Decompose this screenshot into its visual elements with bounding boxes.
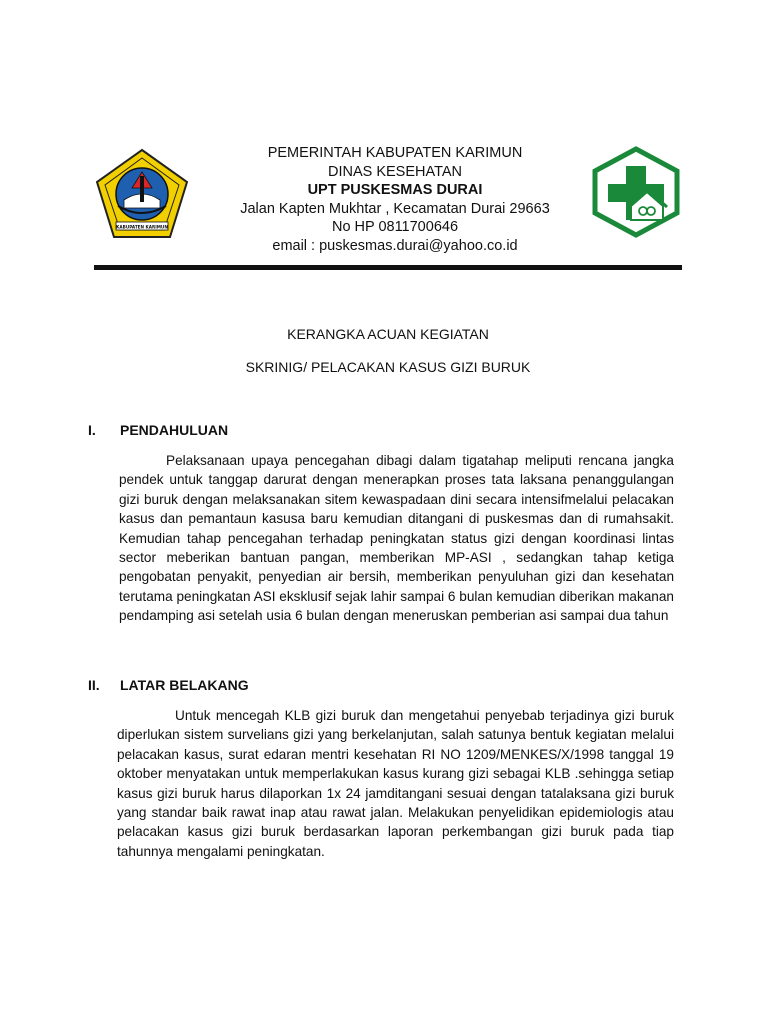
document-title: KERANGKA ACUAN KEGIATAN (287, 326, 489, 342)
section-title: LATAR BELAKANG (120, 677, 249, 693)
emblem-caption: KABUPATEN KARIMUN (116, 224, 168, 230)
section-title: PENDAHULUAN (120, 422, 229, 438)
puskesmas-logo (591, 146, 681, 238)
letterhead-divider (94, 265, 682, 270)
government-name: PEMERINTAH KABUPATEN KARIMUN (267, 145, 523, 161)
phone: No HP 0811700646 (331, 219, 459, 236)
karimun-regency-emblem (94, 148, 190, 240)
letterhead (200, 144, 590, 256)
agency-name: DINAS KESEHATAN (327, 163, 463, 180)
puskesmas-name: UPT PUSKESMAS DURAI (307, 182, 483, 199)
section-body-latar-belakang: Untuk mencegah KLB gizi buruk dan mengetahui penyebab terjadinya gizi buruk diperlukan sistem survelians gizi yang berkelanjutan, salah satunya bentuk kegiatan melalui pelacakan kasus, surat edaran mentri kesehatan RI NO 1209/MENKES/X/1998 tanggal 19 oktober menyatakan untuk memperlakukan kasus kurang gizi sebagai KLB .sehingga setiap kasus gizi buruk harus dilaporkan 1x 24 jamditangani sesuai dengan tatalaksana gizi buruk yang standar baik rawat inap atau rawat jalan. Melakukan penyelidikan epidemiologis atau pelacakan kasus gizi buruk berdasarkan laporan perkembangan gizi buruk pada tiap tahunnya mengalami peningkatan. (117, 708, 674, 859)
section-number: II. (88, 677, 100, 693)
email: email : puskesmas.durai@yahoo.co.id (272, 237, 518, 254)
section-body-pendahuluan: Pelaksanaan upaya pencegahan dibagi dalam tigatahap meliputi rencana jangka pendek untuk tanggap darurat dengan menerapkan proses tata laksana penanggulangan gizi buruk dengan melaksanakan sitem kewaspadaan dini secara intensifmelalui pelacakan kasus dan pemantaun kasusa baru kemudian ditangani di puskesmas dan di rumahsakit. Kemudian tahap pencegahan terhadap peningkatan status gizi dengan koordinasi lintas sector meberikan bantuan pangan, memberikan MP-ASI , sedangkan tahap ketiga pengobatan penyakit, penyedian air bersih, memberikan penyuluhan gizi dan kesehatan terutama peningkatan ASI eksklusif sejak lahir sampai 6 bulan kemudian diberikan makanan pendamping asi setelah usia 6 bulan dengan meneruskan pemberian asi sampai dua tahun (119, 453, 674, 624)
document-subtitle: SKRINIG/ PELACAKAN KASUS GIZI BURUK (245, 359, 531, 375)
section-number: I. (88, 422, 96, 438)
address: Jalan Kapten Mukhtar , Kecamatan Durai 29663 (240, 200, 550, 217)
